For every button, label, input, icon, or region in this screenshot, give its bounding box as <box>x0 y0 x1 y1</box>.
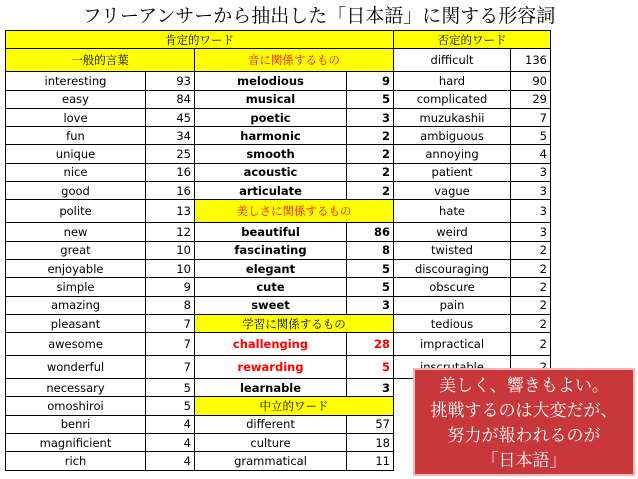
beauty-header: 美しさに関係するもの <box>195 200 394 223</box>
negative-header: 否定的ワード <box>394 31 551 49</box>
beauty-count: 3 <box>347 296 394 314</box>
neg-word: vague <box>394 182 511 200</box>
general-word: benri <box>6 415 146 433</box>
general-count: 5 <box>146 379 195 397</box>
table-row <box>6 72 551 90</box>
neg-count: 4 <box>511 145 551 163</box>
neg-count: 7 <box>511 108 551 126</box>
beauty-word: beautiful <box>195 223 347 241</box>
table-row <box>6 49 551 72</box>
neg-word: annoying <box>394 145 511 163</box>
neutral-count: 11 <box>347 452 394 470</box>
general-word: fun <box>6 127 146 145</box>
general-word: nice <box>6 163 146 181</box>
general-count: 4 <box>146 434 195 452</box>
learning-header: 学習に関係するもの <box>195 314 394 332</box>
neg-count: 3 <box>511 223 551 241</box>
beauty-word: fascinating <box>195 241 347 259</box>
general-count: 10 <box>146 259 195 277</box>
neg-count: 5 <box>511 127 551 145</box>
general-word: pleasant <box>6 314 146 332</box>
table-row <box>6 223 551 241</box>
neg-count: 3 <box>511 200 551 223</box>
neg-count: 29 <box>511 90 551 108</box>
table-row <box>6 278 551 296</box>
summary-callout <box>413 368 635 476</box>
sound-count: 2 <box>347 163 394 181</box>
neg-word: impractical <box>394 333 511 356</box>
neg-word: pain <box>394 296 511 314</box>
general-count: 5 <box>146 397 195 415</box>
general-count: 12 <box>146 223 195 241</box>
general-count: 7 <box>146 356 195 379</box>
neutral-header: 中立的ワード <box>195 397 394 415</box>
neg-count: 2 <box>511 259 551 277</box>
beauty-count: 5 <box>347 278 394 296</box>
general-count: 45 <box>146 108 195 126</box>
general-word: enjoyable <box>6 259 146 277</box>
table-row <box>6 127 551 145</box>
general-word: rich <box>6 452 146 470</box>
neg-word: tedious <box>394 314 511 332</box>
callout-line: 努力が報われるのが <box>447 426 601 446</box>
general-count: 84 <box>146 90 195 108</box>
general-word: good <box>6 182 146 200</box>
general-word: awesome <box>6 333 146 356</box>
neutral-count: 18 <box>347 434 394 452</box>
general-word: omoshiroi <box>6 397 146 415</box>
sound-count: 9 <box>347 72 394 90</box>
table-row <box>6 145 551 163</box>
neutral-word: grammatical <box>195 452 347 470</box>
learning-word: rewarding <box>195 356 347 379</box>
neutral-word: different <box>195 415 347 433</box>
general-word: necessary <box>6 379 146 397</box>
sound-count: 2 <box>347 127 394 145</box>
sound-count: 3 <box>347 108 394 126</box>
general-count: 4 <box>146 452 195 470</box>
page-title: フリーアンサーから抽出した「日本語」に関する形容詞 <box>82 5 556 27</box>
neg-word: weird <box>394 223 511 241</box>
neg-word: muzukashii <box>394 108 511 126</box>
general-word: love <box>6 108 146 126</box>
sound-word: articulate <box>195 182 347 200</box>
neg-word: difficult <box>394 49 511 72</box>
beauty-count: 86 <box>347 223 394 241</box>
general-word: new <box>6 223 146 241</box>
general-count: 7 <box>146 314 195 332</box>
general-count: 10 <box>146 241 195 259</box>
general-word: easy <box>6 90 146 108</box>
table-row <box>6 200 551 223</box>
neg-count: 2 <box>511 314 551 332</box>
beauty-count: 8 <box>347 241 394 259</box>
neg-count: 3 <box>511 182 551 200</box>
sound-word: smooth <box>195 145 347 163</box>
table-row <box>6 108 551 126</box>
general-word: wonderful <box>6 356 146 379</box>
table-row <box>6 31 551 49</box>
sound-word: musical <box>195 90 347 108</box>
sound-word: harmonic <box>195 127 347 145</box>
learning-count: 28 <box>347 333 394 356</box>
neg-word: discouraging <box>394 259 511 277</box>
beauty-word: cute <box>195 278 347 296</box>
table-row <box>6 314 551 332</box>
table-row <box>6 163 551 181</box>
general-count: 8 <box>146 296 195 314</box>
general-count: 9 <box>146 278 195 296</box>
sound-count: 5 <box>347 90 394 108</box>
general-word: great <box>6 241 146 259</box>
general-word: polite <box>6 200 146 223</box>
sound-word: melodious <box>195 72 347 90</box>
general-word: simple <box>6 278 146 296</box>
sound-word: poetic <box>195 108 347 126</box>
neg-count: 2 <box>511 333 551 356</box>
callout-line: 「日本語」 <box>481 451 567 471</box>
neg-word: obscure <box>394 278 511 296</box>
table-row <box>6 296 551 314</box>
general-word: magnificient <box>6 434 146 452</box>
neg-word: complicated <box>394 90 511 108</box>
neg-word: twisted <box>394 241 511 259</box>
general-count: 25 <box>146 145 195 163</box>
general-word: amazing <box>6 296 146 314</box>
general-count: 7 <box>146 333 195 356</box>
table-row <box>6 182 551 200</box>
sound-count: 2 <box>347 145 394 163</box>
general-count: 93 <box>146 72 195 90</box>
learning-count: 3 <box>347 379 394 397</box>
table-row <box>6 259 551 277</box>
general-count: 4 <box>146 415 195 433</box>
neutral-count: 57 <box>347 415 394 433</box>
beauty-count: 5 <box>347 259 394 277</box>
general-count: 13 <box>146 200 195 223</box>
beauty-word: sweet <box>195 296 347 314</box>
neg-word: hard <box>394 72 511 90</box>
callout-line: 挑戦するのは大変だが、 <box>430 401 618 421</box>
learning-word: learnable <box>195 379 347 397</box>
table-row <box>6 333 551 356</box>
general-count: 34 <box>146 127 195 145</box>
neg-count: 136 <box>511 49 551 72</box>
neutral-word: culture <box>195 434 347 452</box>
neg-count: 2 <box>511 296 551 314</box>
general-header: 一般的言葉 <box>6 49 195 72</box>
neg-count: 3 <box>511 163 551 181</box>
general-count: 16 <box>146 163 195 181</box>
sound-count: 2 <box>347 182 394 200</box>
positive-header: 肯定的ワード <box>6 31 394 49</box>
neg-count: 90 <box>511 72 551 90</box>
neg-word: hate <box>394 200 511 223</box>
callout-line: 美しく、響きもよい。 <box>439 376 609 396</box>
neg-word: ambiguous <box>394 127 511 145</box>
neg-count: 2 <box>511 278 551 296</box>
table-row <box>6 241 551 259</box>
general-count: 16 <box>146 182 195 200</box>
neg-count: 2 <box>511 241 551 259</box>
table-row <box>6 90 551 108</box>
beauty-word: elegant <box>195 259 347 277</box>
general-word: unique <box>6 145 146 163</box>
neg-word: patient <box>394 163 511 181</box>
learning-count: 5 <box>347 356 394 379</box>
sound-word: acoustic <box>195 163 347 181</box>
general-word: interesting <box>6 72 146 90</box>
learning-word: challenging <box>195 333 347 356</box>
sound-header: 音に関係するもの <box>195 49 394 72</box>
